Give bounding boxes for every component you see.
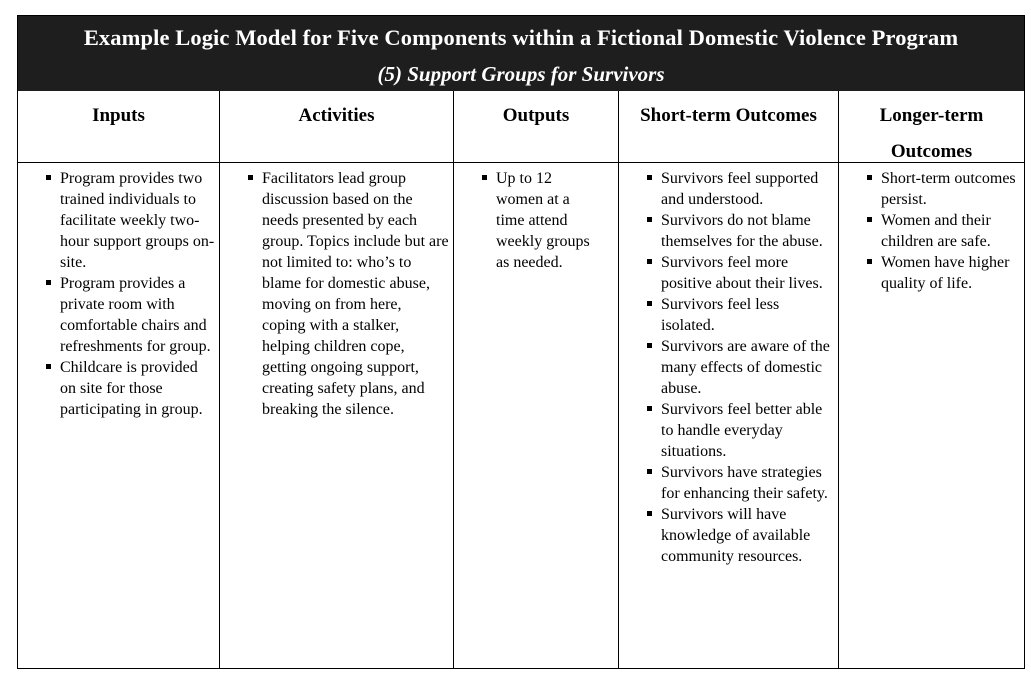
column-activities <box>219 91 453 668</box>
list-item: Program provides two trained individuals to facilitate weekly two-hour support groups on-site. <box>45 168 215 273</box>
bullet-list <box>481 168 594 273</box>
logic-model-table <box>17 15 1025 669</box>
list-item: Up to 12 women at a time attend weekly groups as needed. <box>481 168 594 273</box>
column-heading: Activities <box>298 105 375 126</box>
column-longer-term-outcomes <box>838 91 1024 668</box>
list-item: Women have higher quality of life. <box>866 252 1020 294</box>
column-header-activities <box>220 91 453 163</box>
column-short-term-outcomes <box>618 91 838 668</box>
list-item: Facilitators lead group discussion based on the needs presented by each group. Topics include but are not limited to: who’s to blame for domestic abuse, moving on from here, coping with a stalker, helping children cope, getting ongoing support, creating safety plans, and breaking the silence. <box>247 168 449 420</box>
column-body-short-term-outcomes <box>619 164 838 668</box>
list-item: Survivors are aware of the many effects of domestic abuse. <box>646 336 834 399</box>
bullet-list <box>45 168 215 420</box>
column-body-longer-term-outcomes <box>839 164 1024 668</box>
column-body-activities <box>220 164 453 668</box>
column-header-longer-term-outcomes <box>839 91 1024 163</box>
list-item: Survivors will have knowledge of available community resources. <box>646 504 834 567</box>
column-heading-line2: Outcomes <box>890 141 973 162</box>
column-header-inputs <box>18 91 219 163</box>
list-item: Childcare is provided on site for those participating in group. <box>45 357 215 420</box>
list-item: Short-term outcomes persist. <box>866 168 1020 210</box>
list-item: Survivors feel less isolated. <box>646 294 834 336</box>
title-bar <box>18 16 1024 91</box>
list-item: Survivors feel better able to handle everyday situations. <box>646 399 834 462</box>
column-heading: Inputs <box>92 105 145 126</box>
column-outputs <box>453 91 618 668</box>
column-heading: Outputs <box>502 105 570 126</box>
column-inputs <box>18 91 219 668</box>
list-item: Women and their children are safe. <box>866 210 1020 252</box>
page-subtitle: (5) Support Groups for Survivors <box>377 62 665 86</box>
bullet-list <box>646 168 834 567</box>
column-header-short-term-outcomes <box>619 91 838 163</box>
column-heading: Longer-term <box>879 105 984 126</box>
list-item: Survivors feel more positive about their lives. <box>646 252 834 294</box>
column-heading: Short-term Outcomes <box>640 105 817 126</box>
bullet-list <box>247 168 449 420</box>
page-title: Example Logic Model for Five Components within a Fictional Domestic Violence Program <box>83 25 959 50</box>
list-item: Survivors have strategies for enhancing their safety. <box>646 462 834 504</box>
list-item: Survivors feel supported and understood. <box>646 168 834 210</box>
bullet-list <box>866 168 1020 294</box>
column-body-inputs <box>18 164 219 668</box>
list-item: Survivors do not blame themselves for the abuse. <box>646 210 834 252</box>
list-item: Program provides a private room with comfortable chairs and refreshments for group. <box>45 273 215 357</box>
column-header-outputs <box>454 91 618 163</box>
column-body-outputs <box>454 164 618 668</box>
